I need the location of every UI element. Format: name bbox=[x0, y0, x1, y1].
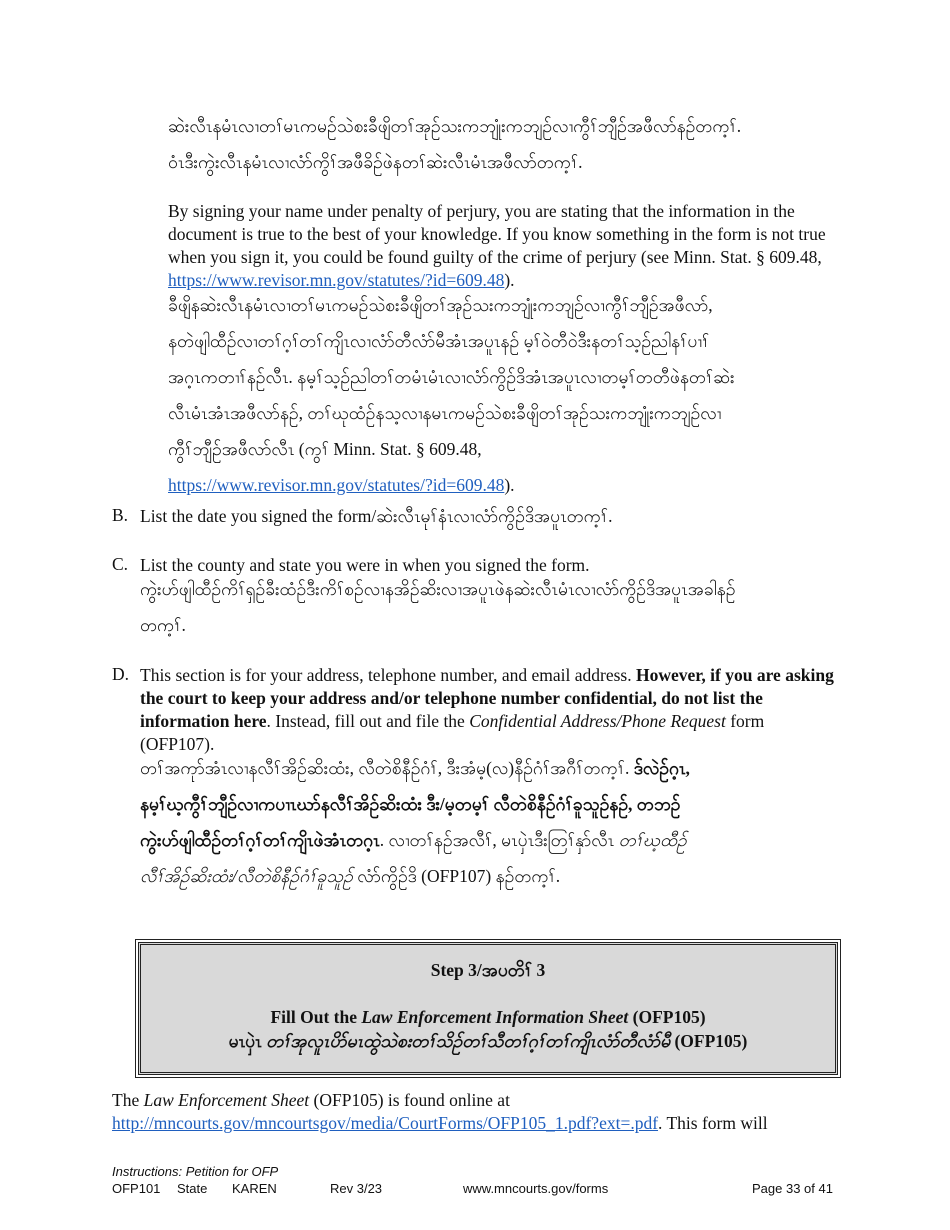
perjury-paragraph-karen bbox=[168, 287, 848, 503]
karen-line: ဝံၤဒီးကွဲးလီၤနမံၤလၢလံာ်ကွိၢ်အဖီခိဉ်ဖဲနတၢ်ဆဲးလီၤမံၤအဖီလာ်တက့ၢ်. bbox=[168, 152, 583, 172]
closing-paragraph: The Law Enforcement Sheet (OFP105) is found online at http://mncourts.gov/mncourtsgov/media/CourtForms/OFP105_1.pdf?ext=.pdf. This form will bbox=[112, 1090, 768, 1133]
item-c-text-karen bbox=[140, 571, 840, 643]
karen-line: ဆဲးလီၤနမံၤလၢတၢ်မၤကမဉ်သဲစးခီဖျိတၢ်အုဉ်သးကဘျုံးကဘျဉ်လၢကွီၢ်ဘျီဉ်အဖီလာ်နဉ်တက့ၢ်. bbox=[168, 116, 742, 136]
karen-line: ခီဖျိနဆဲးလီၤနမံၤလၢတၢ်မၤကမဉ်သဲစးခီဖျိတၢ်အုဉ်သးကဘျုံးကဘျဉ်လၢကွီၢ်ဘျီဉ်အဖီလာ်, bbox=[168, 295, 713, 315]
karen-line: လီၢ်အိဉ်ဆိးထံး/လီတဲစိနီဉ်ဂံၢ်ခူသူဉ် လံာ်ကွိဉ်ဒိ (OFP107) နဉ်တက့ၢ်. bbox=[140, 866, 561, 886]
karen-line: နမ့ၢ်ဃ့ကွီၢ်ဘျီဉ်လၢကပၢၤဃာ်နလီၢ်အိဉ်ဆိးထံး ဒီး/မ့တမ့ၢ် လီတဲစိနီဉ်ဂံၢ်ခူသူဉ်နဉ်, တဘဉ် bbox=[140, 794, 681, 814]
item-b-text: List the date you signed the form/ဆဲးလီၤမုၢ်နံၤလၢလံာ်ကွိဉ်ဒိအပူၤတက့ၢ်. bbox=[140, 506, 613, 526]
revisor-statute-link-karen[interactable]: https://www.revisor.mn.gov/statutes/?id=609.48 bbox=[168, 475, 505, 495]
step-title-en: Fill Out the Law Enforcement Information Sheet (OFP105) bbox=[270, 1007, 706, 1027]
karen-line-link: https://www.revisor.mn.gov/statutes/?id=609.48). bbox=[168, 475, 515, 495]
item-b-marker: B. bbox=[112, 505, 129, 525]
perjury-text: By signing your name under penalty of perjury, you are stating that the information in the document is true to the best of your knowledge. If you know something in the form is not true when you sign it, you could be found guilty of the crime of perjury (see Minn. Stat. § 609.48, bbox=[168, 201, 826, 267]
footer-revision: Rev 3/23 bbox=[330, 1181, 383, 1196]
step-3-box bbox=[138, 942, 838, 1075]
item-d-text-karen bbox=[140, 750, 840, 894]
ofp105-form-link[interactable]: http://mncourts.gov/mncourtsgov/media/CourtForms/OFP105_1.pdf?ext=.pdf bbox=[112, 1113, 659, 1133]
footer-form-code: OFP101 bbox=[112, 1181, 161, 1196]
perjury-paragraph-en bbox=[168, 200, 840, 292]
footer-website: www.mncourts.gov/forms bbox=[463, 1181, 609, 1196]
karen-line: ကွဲးဟ်ဖျါထီဉ်ကိၢ်ရှဉ်ခီးထံဉ်ဒီးကိၢ်စဉ်လၢနအိဉ်ဆိးလၢအပူၤဖဲနဆဲးလီၤမံၤလၢလံာ်ကွိဉ်ဒိအပူၤအခါနဉ် bbox=[140, 579, 736, 599]
karen-line: ကွီၢ်ဘျီဉ်အဖီလာ်လီၤ (ကွၢ် Minn. Stat. § 609.48, bbox=[168, 439, 482, 459]
item-c-marker: C. bbox=[112, 554, 129, 574]
karen-line: လီၤမံၤအံၤအဖီလာ်နဉ်, တၢ်ဃုထံဉ်နသ့လၢနမၤကမဉ်သဲစးခီဖျိတၢ်အုဉ်သးကဘျုံးကဘျဉ်လၢ bbox=[168, 403, 722, 423]
karen-line: နတဲဖျါထီဉ်လၢတၢ်ဂ့ၢ်တၢ်ကျိၤလၢလံာ်တီလံာ်မီအံၤအပူၤနဉ် မ့ၢ်ဝဲတီဝဲဒီးနတၢ်သ့ဉ်ညါနၢ်ပၢၢ် bbox=[168, 331, 710, 351]
karen-line: အဂ့ၤကတၢၢ်နဉ်လီၤ. နမ့ၢ်သ့ဉ်ညါတၢ်တမံၤမံၤလၢလံာ်ကွိဉ်ဒိအံၤအပူၤလၢတမ့ၢ်တတီဖဲနတၢ်ဆဲး bbox=[168, 367, 735, 387]
item-d-marker: D. bbox=[112, 664, 130, 684]
step-label: Step 3/အပတိၢ် 3 bbox=[430, 960, 546, 980]
item-d-text-en: This section is for your address, telephone number, and email address. However, if you are asking the court to keep your address and/or telephone number confidential, do not list the information here. Instead, fill out and file the Confidential Address/Phone Request form (OFP107). bbox=[140, 665, 834, 754]
karen-line: တက့ၢ်. bbox=[140, 615, 186, 635]
form-name-ofp107: Confidential Address/Phone Request bbox=[469, 711, 726, 731]
revisor-statute-link[interactable]: https://www.revisor.mn.gov/statutes/?id=609.48 bbox=[168, 270, 505, 290]
footer-page-number: Page 33 of 41 bbox=[752, 1181, 833, 1196]
signature-instruction-karen bbox=[168, 108, 848, 180]
karen-line: ကွဲးဟ်ဖျါထီဉ်တၢ်ဂ့ၢ်တၢ်ကျိၤဖဲအံၤတဂ့ၤ. လၢတၢ်နဉ်အလီၢ်, မၤပှဲၤဒီးတြၢ်နှာ်လီၤ တၢ်ဃ့ထီဉ် bbox=[140, 830, 687, 850]
footer-title: Instructions: Petition for OFP bbox=[112, 1164, 279, 1179]
item-c-text-en: List the county and state you were in when you signed the form. bbox=[140, 555, 590, 575]
confidential-warning: However, if you are asking the court to keep your address and/or telephone number confidential, do not list the information here bbox=[140, 665, 834, 731]
step-title-karen: မၤပှဲၤ တၢ်အုလူၤပိာ်မၤထွဲသဲစးတၢ်သိဉ်တၢ်သီတၢ်ဂ့ၢ်တၢ်ကျိၤလံာ်တီလံာ်မီ (OFP105) bbox=[228, 1031, 748, 1051]
footer-state: State bbox=[177, 1181, 208, 1196]
footer-language: KAREN bbox=[232, 1181, 277, 1196]
karen-line: တၢ်အကုာ်အံၤလၢနလီၢ်အိဉ်ဆိးထံး, လီတဲစိနီဉ်ဂံၢ်, ဒီးအံမ့(လ)နီဉ်ဂံၢ်အဂီၢ်တက့ၢ်. ဒ်လဲဉ်ဂ့ၤ, bbox=[140, 758, 690, 778]
perjury-text-end: ). bbox=[504, 270, 515, 290]
